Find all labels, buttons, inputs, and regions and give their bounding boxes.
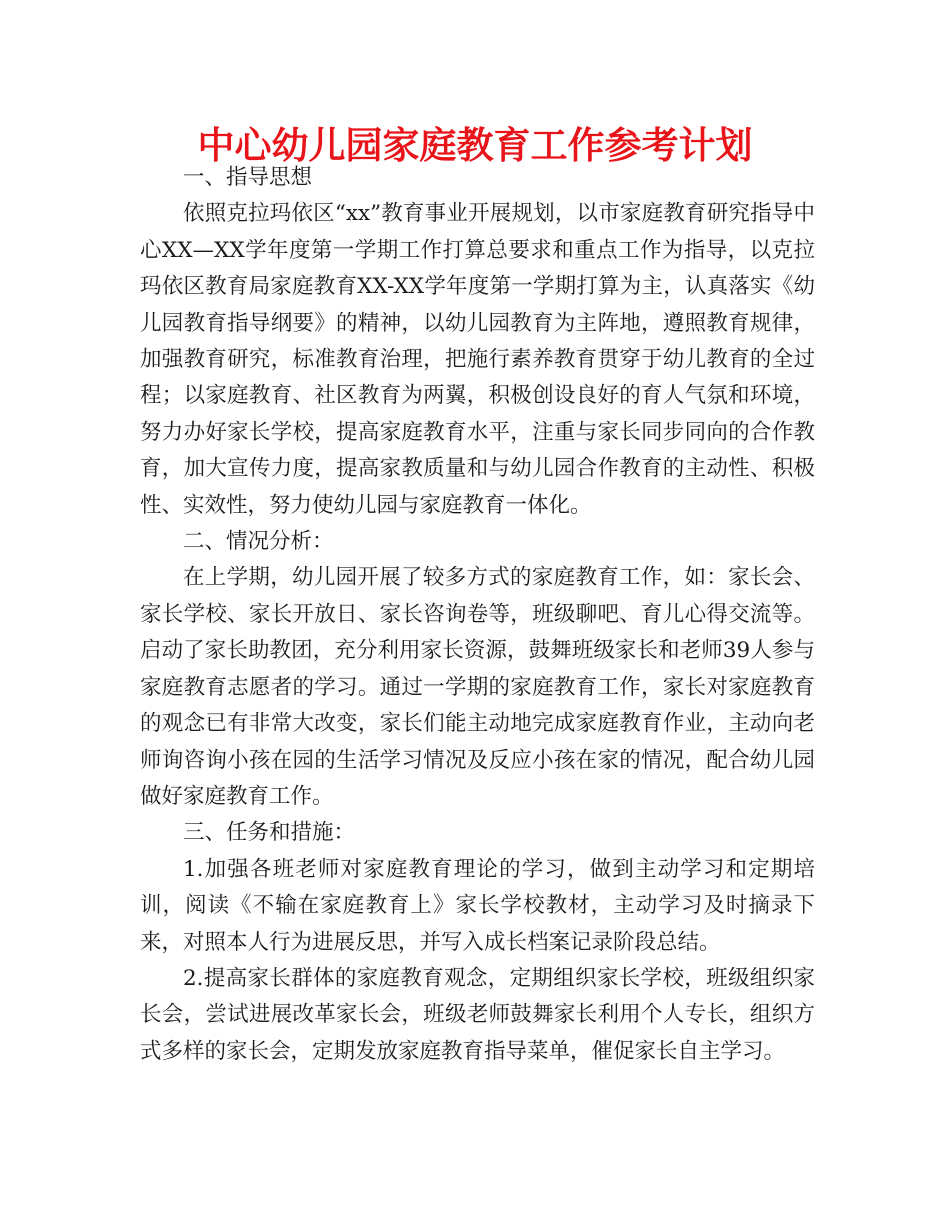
paragraph-task-1: 1.加强各班老师对家庭教育理论的学习，做到主动学习和定期培训，阅读《不输在家庭教育上》家长学校教材，主动学习及时摘录下来，对照本人行为进展反思，并写入成长档案记录阶段总结。 (140, 856, 815, 955)
paragraph-guiding-ideology: 依照克拉玛依区“xx”教育事业开展规划，以市家庭教育研究指导中心XX—XX学年度第一学期工作打算总要求和重点工作为指导，以克拉玛依区教育局家庭教育XX-XX学年度第一学期打算为主，认真落实《幼儿园教育指导纲要》的精神，以幼儿园教育为主阵地，遵照教育规律，加强教育研究，标准教育治理，把施行素养教育贯穿于幼儿教育的全过程；以家庭教育、社区教育为两翼，积极创设良好的育人气氛和环境，努力办好家长学校，提高家庭教育水平，注重与家长同步同向的合作教育，加大宣传力度，提高家教质量和与幼儿园合作教育的主动性、积极性、实效性，努力使幼儿园与家庭教育一体化。 (140, 201, 815, 518)
document-body (140, 160, 815, 1070)
document-title: 中心幼儿园家庭教育工作参考计划 (197, 124, 753, 167)
section-heading-guiding-ideology: 一、指导思想 (183, 165, 313, 190)
paragraph-task-2: 2.提高家长群体的家庭教育观念，定期组织家长学校，班级组织家长会，尝试进展改革家长会，班级老师鼓舞家长利用个人专长，组织方式多样的家长会，定期发放家庭教育指导菜单，催促家长自主学习。 (140, 965, 815, 1064)
section-heading-situation-analysis: 二、情况分析： (183, 529, 334, 555)
section-heading-tasks-measures: 三、任务和措施： (183, 820, 356, 846)
paragraph-situation-analysis: 在上学期，幼儿园开展了较多方式的家庭教育工作，如：家长会、家长学校、家长开放日、家长咨询卷等，班级聊吧、育儿心得交流等。启动了家长助教团，充分利用家长资源，鼓舞班级家长和老师39人参与家庭教育志愿者的学习。通过一学期的家庭教育工作，家长对家庭教育的观念已有非常大改变，家长们能主动地完成家庭教育作业，主动向老师询咨询小孩在园的生活学习情况及反应小孩在家的情况，配合幼儿园做好家庭教育工作。 (140, 565, 815, 809)
